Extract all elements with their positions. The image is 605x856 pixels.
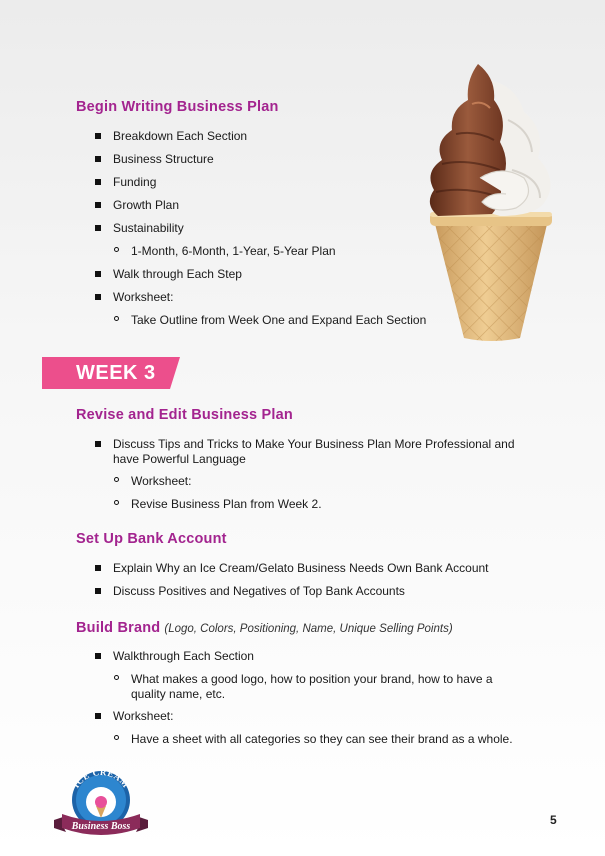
- bullet-list: [76, 561, 546, 599]
- sub-list-item: Have a sheet with all categories so they can see their brand as a whole.: [76, 732, 526, 747]
- section-heading-revise-edit: Revise and Edit Business Plan: [76, 407, 293, 423]
- heading-subtitle: (Logo, Colors, Positioning, Name, Unique Selling Points): [164, 623, 453, 635]
- week-label: WEEK 3: [76, 362, 156, 384]
- ice-cream-business-boss-logo: [52, 768, 150, 840]
- list-item: Growth Plan: [76, 198, 456, 213]
- section-heading-begin-writing: Begin Writing Business Plan: [76, 99, 279, 115]
- sub-list-item: Revise Business Plan from Week 2.: [76, 497, 526, 512]
- list-item: Worksheet:: [76, 709, 526, 724]
- list-item: Sustainability: [76, 221, 456, 236]
- list-item: Worksheet:: [76, 290, 456, 305]
- sub-list-item: Take Outline from Week One and Expand Each Section: [76, 313, 456, 328]
- list-item: Walk through Each Step: [76, 267, 456, 282]
- sub-list-item: Worksheet:: [76, 474, 526, 489]
- section-heading-build-brand: [76, 620, 453, 636]
- list-item: Discuss Positives and Negatives of Top Bank Accounts: [76, 584, 546, 599]
- sub-list-item: 1-Month, 6-Month, 1-Year, 5-Year Plan: [76, 244, 456, 259]
- bullet-list: [76, 437, 526, 512]
- list-item: Business Structure: [76, 152, 456, 167]
- svg-text:ICE CREAM: ICE CREAM: [70, 768, 132, 790]
- svg-text:Business Boss: Business Boss: [71, 821, 131, 832]
- bullet-list: [76, 649, 526, 747]
- section-heading-bank-account: Set Up Bank Account: [76, 531, 227, 547]
- heading-text: Build Brand: [76, 620, 161, 636]
- list-item: Funding: [76, 175, 456, 190]
- bullet-list: [76, 129, 456, 328]
- sub-list-item: What makes a good logo, how to position your brand, how to have a quality name, etc.: [76, 672, 526, 702]
- week-banner: [42, 357, 180, 389]
- list-item: Explain Why an Ice Cream/Gelato Business Needs Own Bank Account: [76, 561, 546, 576]
- list-item: Breakdown Each Section: [76, 129, 456, 144]
- page-number: 5: [550, 813, 557, 827]
- list-item: Walkthrough Each Section: [76, 649, 526, 664]
- list-item: Discuss Tips and Tricks to Make Your Business Plan More Professional and have Powerful Language: [76, 437, 526, 467]
- ice-cream-cone-image: [420, 60, 570, 345]
